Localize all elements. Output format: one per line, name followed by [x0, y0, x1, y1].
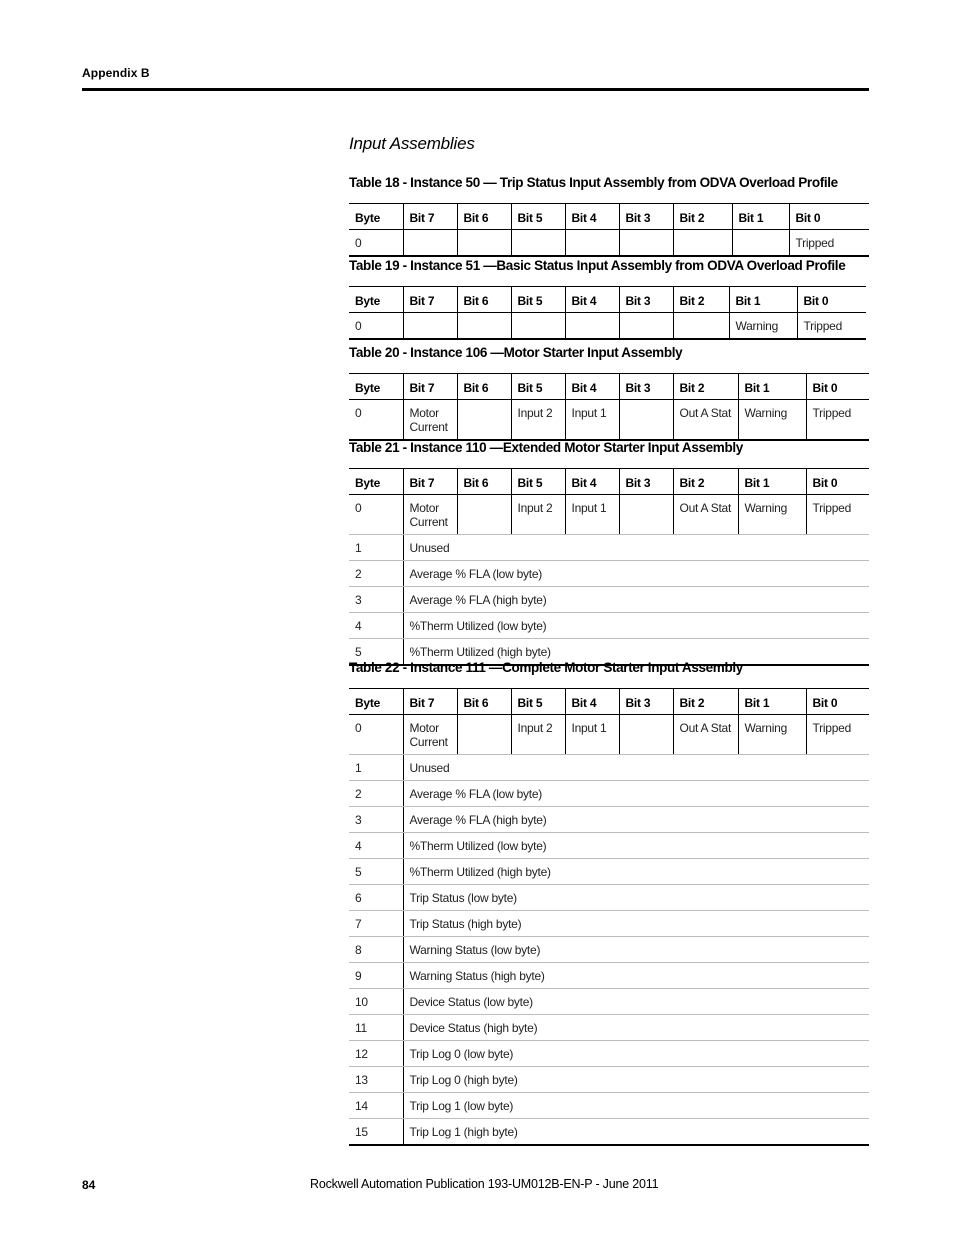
table-header-row	[349, 689, 869, 715]
column-header: Bit 2	[673, 287, 729, 313]
column-header: Bit 1	[729, 287, 797, 313]
description-cell: Average % FLA (high byte)	[403, 807, 869, 833]
description-cell: Unused	[403, 755, 869, 781]
column-header: Bit 7	[403, 689, 457, 715]
description-cell: Trip Log 1 (high byte)	[403, 1119, 869, 1146]
column-header: Bit 4	[565, 689, 619, 715]
table-cell: Tripped	[797, 313, 866, 340]
table-cell	[403, 313, 457, 340]
byte-cell: 8	[349, 937, 403, 963]
appendix-label: Appendix B	[82, 66, 150, 80]
column-header: Bit 5	[511, 287, 565, 313]
column-header: Bit 2	[673, 469, 738, 495]
byte-cell: 5	[349, 859, 403, 885]
column-header: Bit 4	[565, 287, 619, 313]
column-header: Bit 6	[457, 287, 511, 313]
column-header: Bit 7	[403, 469, 457, 495]
table-row	[349, 313, 866, 340]
byte-cell: 4	[349, 613, 403, 639]
description-cell: Average % FLA (low byte)	[403, 781, 869, 807]
table-22-caption: Table 22 - Instance 111 —Complete Motor Starter Input Assembly	[349, 660, 743, 675]
column-header: Bit 5	[511, 469, 565, 495]
table-21-caption: Table 21 - Instance 110 —Extended Motor Starter Input Assembly	[349, 440, 743, 455]
table-cell	[673, 313, 729, 340]
table-cell	[732, 230, 789, 257]
column-header: Bit 1	[738, 374, 806, 400]
table-cell	[457, 715, 511, 755]
column-header: Bit 7	[403, 374, 457, 400]
table-20-caption: Table 20 - Instance 106 —Motor Starter Input Assembly	[349, 345, 683, 360]
column-header: Bit 3	[619, 287, 673, 313]
column-header: Bit 5	[511, 689, 565, 715]
byte-cell: 1	[349, 535, 403, 561]
column-header: Bit 6	[457, 469, 511, 495]
column-header: Bit 5	[511, 204, 565, 230]
table-cell	[511, 230, 565, 257]
table-cell: Warning	[738, 715, 806, 755]
table-header-row	[349, 204, 869, 230]
table-row	[349, 495, 869, 535]
table-cell: 0	[349, 400, 403, 441]
table-row	[349, 1067, 869, 1093]
description-cell: %Therm Utilized (low byte)	[403, 833, 869, 859]
table-row	[349, 781, 869, 807]
byte-cell: 14	[349, 1093, 403, 1119]
column-header: Bit 0	[806, 689, 869, 715]
table-row	[349, 755, 869, 781]
description-cell: Average % FLA (high byte)	[403, 587, 869, 613]
table-row	[349, 1119, 869, 1146]
table-cell	[457, 400, 511, 441]
table-cell: Out A Stat	[673, 400, 738, 441]
description-cell: Trip Status (low byte)	[403, 885, 869, 911]
table-row	[349, 885, 869, 911]
byte-cell: 15	[349, 1119, 403, 1146]
description-cell: Trip Status (high byte)	[403, 911, 869, 937]
publication-info: Rockwell Automation Publication 193-UM012B-EN-P - June 2011	[310, 1177, 659, 1191]
table-cell: Input 1	[565, 715, 619, 755]
table-row	[349, 911, 869, 937]
table-19	[349, 286, 866, 340]
table-21	[349, 468, 869, 666]
table-cell	[619, 230, 673, 257]
table-row	[349, 400, 869, 441]
description-cell: %Therm Utilized (low byte)	[403, 613, 869, 639]
table-cell	[403, 230, 457, 257]
byte-cell: 2	[349, 561, 403, 587]
column-header: Bit 2	[673, 204, 732, 230]
table-row	[349, 833, 869, 859]
table-cell	[457, 230, 511, 257]
description-cell: %Therm Utilized (high byte)	[403, 859, 869, 885]
description-cell: Unused	[403, 535, 869, 561]
column-header: Bit 4	[565, 204, 619, 230]
table-cell: Tripped	[806, 495, 869, 535]
table-cell	[619, 715, 673, 755]
description-cell: Trip Log 0 (high byte)	[403, 1067, 869, 1093]
byte-cell: 1	[349, 755, 403, 781]
table-cell	[457, 495, 511, 535]
table-row	[349, 535, 869, 561]
table-cell: Motor Current	[403, 715, 457, 755]
table-18-caption: Table 18 - Instance 50 — Trip Status Input Assembly from ODVA Overload Profile	[349, 175, 838, 190]
table-cell: Warning	[738, 400, 806, 441]
table-cell: Out A Stat	[673, 495, 738, 535]
table-row	[349, 859, 869, 885]
table-19-caption: Table 19 - Instance 51 —Basic Status Input Assembly from ODVA Overload Profile	[349, 258, 846, 273]
column-header: Byte	[349, 204, 403, 230]
table-cell	[565, 230, 619, 257]
column-header: Byte	[349, 287, 403, 313]
table-cell	[619, 313, 673, 340]
table-cell	[565, 313, 619, 340]
column-header: Bit 4	[565, 469, 619, 495]
description-cell: Trip Log 1 (low byte)	[403, 1093, 869, 1119]
table-row	[349, 715, 869, 755]
table-cell: Input 1	[565, 400, 619, 441]
table-cell: 0	[349, 495, 403, 535]
column-header: Bit 0	[806, 374, 869, 400]
column-header: Byte	[349, 689, 403, 715]
table-cell: 0	[349, 313, 403, 340]
byte-cell: 9	[349, 963, 403, 989]
column-header: Bit 7	[403, 204, 457, 230]
table-cell	[673, 230, 732, 257]
column-header: Bit 6	[457, 689, 511, 715]
section-title: Input Assemblies	[349, 134, 475, 153]
table-cell: Motor Current	[403, 495, 457, 535]
table-cell: Tripped	[806, 400, 869, 441]
byte-cell: 13	[349, 1067, 403, 1093]
column-header: Bit 6	[457, 374, 511, 400]
table-header-row	[349, 374, 869, 400]
description-cell: Warning Status (low byte)	[403, 937, 869, 963]
table-cell	[511, 313, 565, 340]
column-header: Bit 1	[738, 689, 806, 715]
byte-cell: 11	[349, 1015, 403, 1041]
byte-cell: 6	[349, 885, 403, 911]
byte-cell: 7	[349, 911, 403, 937]
column-header: Bit 1	[732, 204, 789, 230]
table-row	[349, 1015, 869, 1041]
table-row	[349, 1093, 869, 1119]
column-header: Bit 0	[797, 287, 866, 313]
header-rule	[82, 88, 869, 91]
table-cell: Input 2	[511, 495, 565, 535]
column-header: Bit 0	[789, 204, 869, 230]
table-cell: Input 1	[565, 495, 619, 535]
table-18	[349, 203, 869, 257]
table-row	[349, 963, 869, 989]
table-cell	[457, 313, 511, 340]
description-cell: Trip Log 0 (low byte)	[403, 1041, 869, 1067]
page-number: 84	[82, 1178, 96, 1192]
column-header: Bit 2	[673, 374, 738, 400]
column-header: Bit 4	[565, 374, 619, 400]
column-header: Bit 5	[511, 374, 565, 400]
byte-cell: 3	[349, 587, 403, 613]
byte-cell: 5	[349, 639, 403, 666]
table-22	[349, 688, 869, 1146]
table-cell: 0	[349, 715, 403, 755]
table-cell: Warning	[738, 495, 806, 535]
table-cell: Motor Current	[403, 400, 457, 441]
table-row	[349, 1041, 869, 1067]
table-cell: 0	[349, 230, 403, 257]
table-row	[349, 230, 869, 257]
table-cell: Input 2	[511, 400, 565, 441]
table-cell: Input 2	[511, 715, 565, 755]
column-header: Bit 3	[619, 374, 673, 400]
description-cell: %Therm Utilized (high byte)	[403, 639, 869, 666]
table-row	[349, 561, 869, 587]
table-20	[349, 373, 869, 441]
table-row	[349, 807, 869, 833]
byte-cell: 3	[349, 807, 403, 833]
table-cell: Tripped	[806, 715, 869, 755]
description-cell: Warning Status (high byte)	[403, 963, 869, 989]
table-header-row	[349, 287, 866, 313]
table-row	[349, 587, 869, 613]
table-cell: Out A Stat	[673, 715, 738, 755]
byte-cell: 2	[349, 781, 403, 807]
column-header: Byte	[349, 469, 403, 495]
table-cell	[619, 400, 673, 441]
table-row	[349, 989, 869, 1015]
column-header: Bit 3	[619, 204, 673, 230]
description-cell: Device Status (high byte)	[403, 1015, 869, 1041]
column-header: Bit 3	[619, 689, 673, 715]
column-header: Byte	[349, 374, 403, 400]
byte-cell: 4	[349, 833, 403, 859]
column-header: Bit 1	[738, 469, 806, 495]
table-row	[349, 937, 869, 963]
table-row	[349, 613, 869, 639]
description-cell: Device Status (low byte)	[403, 989, 869, 1015]
table-cell	[619, 495, 673, 535]
column-header: Bit 2	[673, 689, 738, 715]
column-header: Bit 6	[457, 204, 511, 230]
column-header: Bit 0	[806, 469, 869, 495]
byte-cell: 12	[349, 1041, 403, 1067]
table-header-row	[349, 469, 869, 495]
byte-cell: 10	[349, 989, 403, 1015]
table-cell: Warning	[729, 313, 797, 340]
column-header: Bit 7	[403, 287, 457, 313]
table-cell: Tripped	[789, 230, 869, 257]
column-header: Bit 3	[619, 469, 673, 495]
description-cell: Average % FLA (low byte)	[403, 561, 869, 587]
